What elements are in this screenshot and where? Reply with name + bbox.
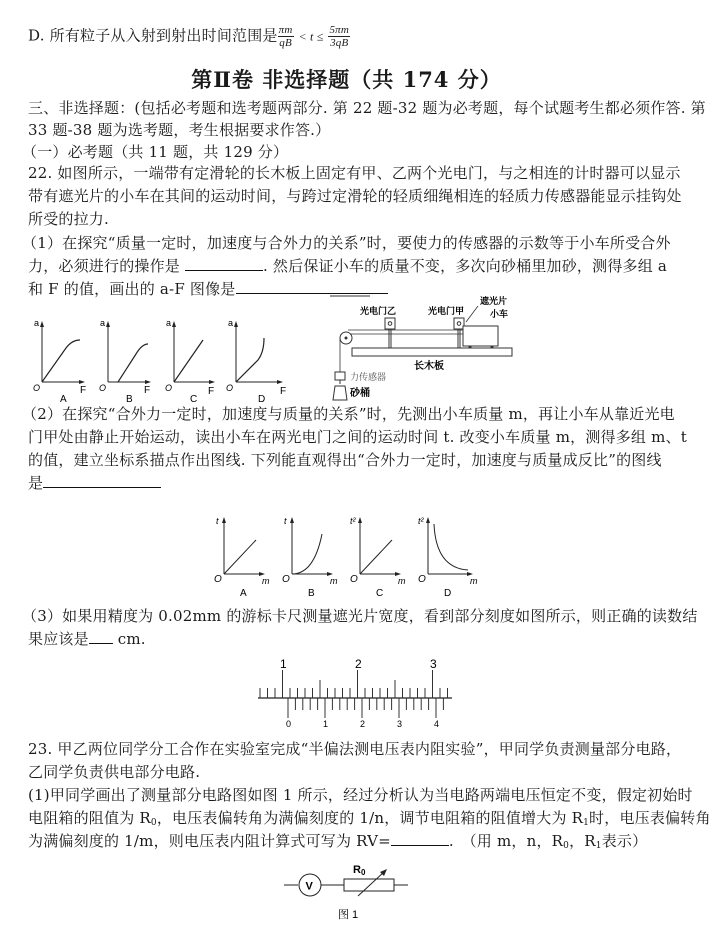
resistor-subscript: 0	[360, 868, 366, 877]
main-scale-ticks	[260, 670, 448, 698]
q22-part1-line-2	[28, 256, 667, 276]
vernier-label-0: 0	[286, 719, 292, 729]
q22-line-2: 带有遮光片的小车在其间的运动时间，与跨过定滑轮的轻质细绳相连的轻质力传感器能显示挂钩处	[28, 187, 682, 205]
y-label: t²	[350, 516, 356, 526]
tm-graph-b	[282, 516, 338, 599]
resistor-box-icon	[344, 879, 394, 891]
q23-line-1: 23. 甲乙两位同学分工合作在实验室完成“半偏法测电压表内阻实验”，甲同学负责测量部分电路，	[28, 740, 682, 758]
af-graph-a	[33, 318, 86, 405]
frac-den: 3qB	[330, 37, 349, 49]
tm-graph-d	[418, 516, 478, 599]
origin-label: O	[33, 383, 41, 393]
origin-label: O	[226, 383, 234, 393]
subsection-heading: （一）必考题（共 11 题，共 129 分）	[22, 143, 289, 161]
tm-graphs-figure	[210, 512, 480, 600]
vernier-label-4: 4	[434, 719, 440, 729]
q23-text-a: 电阻箱的阻值为 R	[28, 809, 151, 827]
option-label: B	[308, 588, 315, 599]
option-label: A	[240, 588, 247, 599]
resistor-letter: R	[353, 864, 361, 876]
x-label: F	[80, 385, 87, 396]
x-label: F	[280, 386, 287, 397]
origin-label: O	[282, 574, 290, 585]
q22-part2-line-4	[28, 473, 161, 493]
subscript-0: 0	[150, 818, 157, 828]
resistor-label	[353, 864, 366, 877]
gate-b-icon	[385, 318, 395, 329]
q22-part3-line-2	[28, 629, 146, 649]
q22-line-1: 22. 如图所示，一端带有定滑轮的长木板上固定有甲、乙两个光电门，与之相连的计时器可以显示	[28, 164, 681, 182]
y-label: t	[216, 516, 219, 526]
subscript-1: 1	[583, 818, 590, 828]
y-label: t²	[418, 516, 424, 526]
vernier-label-2: 2	[360, 719, 366, 729]
q23-part1-line-2	[28, 808, 711, 833]
force-sensor-icon	[335, 372, 345, 380]
q22-part2-line-1: （2）在探究“合外力一定时，加速度与质量的关系”时，先测出小车质量 m，再让小车从靠近光电	[22, 405, 675, 423]
sensor-label: 力传感器	[350, 372, 387, 382]
q23-text-e: . （用 m，n，R	[448, 832, 564, 850]
circuit-figure	[280, 858, 420, 924]
q23-text-b: ，电压表偏转角为满偏刻度的 1/n，调节电阻箱的阻值增大为 R	[156, 809, 584, 827]
q22-part3-line-1: （3）如果用精度为 0.02mm 的游标卡尺测量遮光片宽度，看到部分刻度如图所示，则正确的读数结	[22, 607, 698, 625]
option-d-text: D. 所有粒子从入射到射出时间范围是	[28, 26, 278, 45]
vernier-caliper-figure	[248, 654, 458, 734]
af-graph-d	[226, 318, 286, 405]
x-label: m	[330, 576, 338, 586]
board-label: 长木板	[414, 361, 444, 372]
q23-text-g: 表示）	[601, 832, 648, 850]
q22-part2-line-3: 的值，建立坐标系描点作出图线. 下列能直观得出“合外力一定时，加速度与质量成反比”的图线	[28, 451, 662, 469]
y-label: a	[34, 318, 40, 328]
apparatus-figure	[330, 296, 520, 404]
af-graphs-figure	[30, 318, 290, 406]
y-label: a	[166, 318, 172, 328]
gate-a-label: 光电门甲	[428, 306, 465, 316]
frac-den: qB	[279, 37, 292, 49]
main-label-2: 2	[355, 657, 362, 671]
subscript-1: 1	[595, 841, 602, 851]
origin-label: O	[99, 383, 107, 393]
q22-part2-line-2: 门甲处由静止开始运动，读出小车在两光电门之间的运动时间 t. 改变小车质量 m，测得多组 m、t	[28, 428, 687, 446]
answer-blank-3[interactable]	[43, 473, 161, 488]
subscript-0: 0	[563, 841, 570, 851]
answer-blank-2[interactable]	[236, 279, 388, 294]
origin-label: O	[350, 574, 358, 585]
q22-part3-text-b: cm.	[112, 630, 146, 648]
x-label: m	[470, 576, 478, 586]
tm-graph-c	[350, 516, 406, 599]
y-label: t	[284, 516, 287, 526]
tm-graph-a	[214, 516, 270, 599]
q22-part1-text-a: 力，必须进行的操作是	[28, 257, 185, 275]
q22-part2-text: 是	[28, 474, 44, 492]
bucket-label: 砂桶	[350, 388, 370, 399]
option-label: C	[376, 588, 384, 599]
q22-part1-text-c: 和 F 的值，画出的 a-F 图像是	[28, 280, 236, 298]
x-label: F	[208, 386, 215, 397]
q23-text-f: ，R	[569, 832, 596, 850]
option-label: D	[444, 588, 452, 599]
q22-part1-line-1: （1）在探究“质量一定时，加速度与合外力的关系”时，要使力的传感器的示数等于小车所受合外	[22, 234, 671, 252]
voltmeter-label: V	[305, 880, 313, 893]
frac-num: πm	[278, 24, 293, 36]
frac-num: 5πm	[329, 24, 350, 36]
fraction-lower	[278, 24, 294, 49]
board-icon	[352, 348, 512, 356]
q23-part1-line-1: (1)甲同学画出了测量部分电路图如图 1 所示，经过分析认为当电路两端电压恒定不变，假定初始时	[28, 786, 693, 804]
answer-blank-1[interactable]	[185, 256, 263, 271]
main-label-3: 3	[430, 657, 437, 671]
gate-b-label: 光电门乙	[360, 306, 397, 316]
af-graph-b	[99, 318, 151, 405]
option-label: C	[190, 394, 198, 405]
main-label-1: 1	[280, 657, 287, 671]
x-label: m	[398, 576, 406, 586]
q22-part1-text-b: . 然后保证小车的质量不变，多次向砂桶里加砂，测得多组 a	[262, 257, 668, 275]
q22-line-3: 所受的拉力.	[28, 210, 109, 228]
shade-label: 遮光片	[480, 296, 508, 306]
sand-bucket-icon	[333, 386, 347, 400]
q23-text-c: 时，电压表偏转角	[589, 809, 711, 827]
origin-label: O	[214, 574, 222, 585]
x-label: m	[262, 576, 270, 586]
answer-blank-4[interactable]	[89, 629, 113, 644]
option-d	[28, 24, 350, 49]
cart-label: 小车	[490, 309, 509, 319]
vernier-scale-ticks	[288, 698, 443, 718]
q23-line-2: 乙同学负责供电部分电路.	[28, 763, 201, 781]
x-label: F	[144, 385, 151, 396]
vernier-label-1: 1	[323, 719, 329, 729]
figure-caption: 图 1	[338, 909, 359, 921]
vernier-label-3: 3	[397, 719, 403, 729]
fraction-upper	[328, 24, 350, 49]
inequality: < t ≤	[298, 29, 324, 44]
option-label: A	[60, 394, 67, 405]
section-title: 第Ⅱ卷 非选择题（共 174 分）	[191, 67, 502, 92]
instructions-line-2: 33 题-38 题为选考题，考生根据要求作答.）	[28, 121, 331, 139]
y-label: a	[228, 318, 234, 328]
q23-text-d: 为满偏刻度的 1/m，则电压表内阻计算式可写为 RV=	[28, 832, 391, 850]
origin-label: O	[165, 383, 173, 393]
q23-part1-line-3	[28, 831, 647, 856]
af-graph-c	[165, 318, 215, 405]
origin-label: O	[418, 574, 426, 585]
option-label: D	[258, 394, 266, 405]
option-label: B	[126, 394, 133, 405]
cart-icon	[463, 326, 498, 346]
y-label: a	[100, 318, 106, 328]
answer-blank-5[interactable]	[391, 831, 449, 846]
instructions-line-1: 三、非选择题：(包括必考题和选考题两部分. 第 22 题-32 题为必考题，每个试题考生都必须作答. 第	[28, 99, 706, 117]
q22-part3-text-a: 果应该是	[28, 630, 89, 648]
